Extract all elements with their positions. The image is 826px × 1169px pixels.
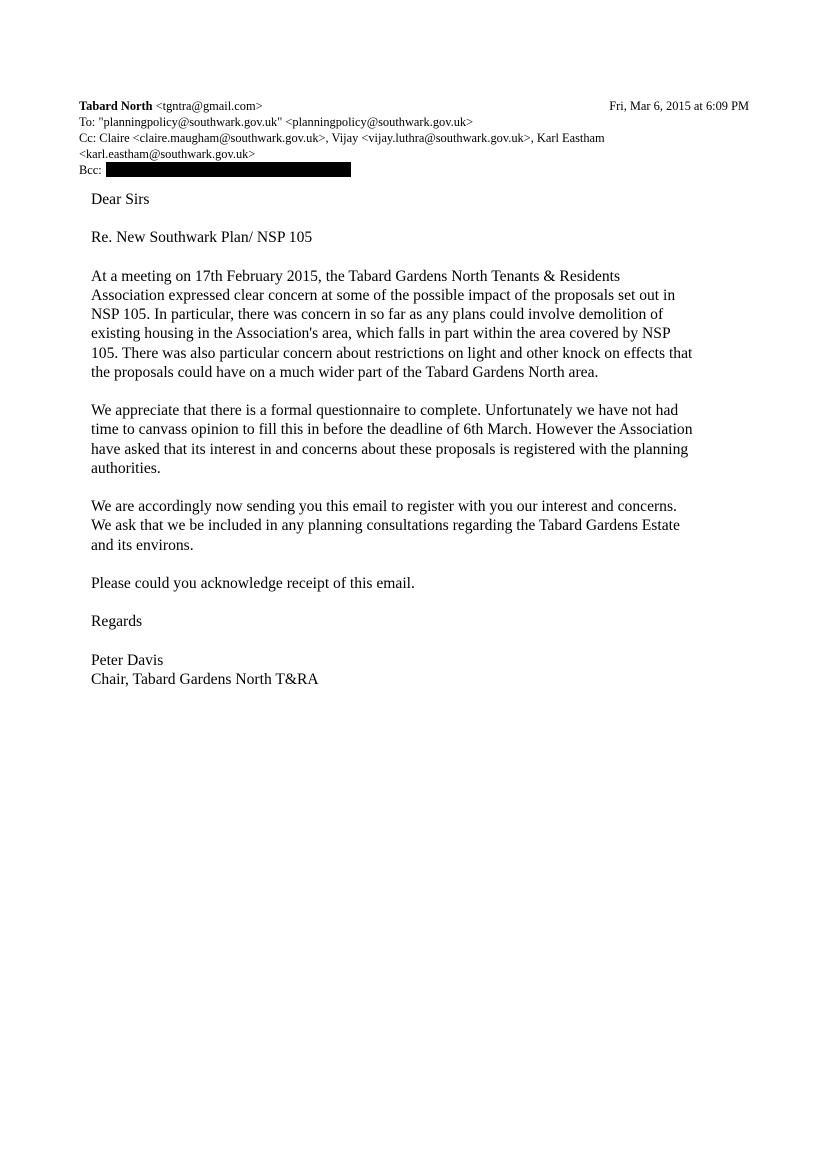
paragraph-2	[91, 401, 751, 478]
paragraph-line: Association expressed clear concern at some of the possible impact of the proposals set out in	[91, 286, 676, 304]
redaction-block	[106, 162, 351, 177]
bcc-label: Bcc:	[79, 163, 102, 177]
paragraph-line: 105. There was also particular concern about restrictions on light and other knock on effects that	[91, 344, 693, 362]
cc-line-continued: <karl.eastham@southwark.gov.uk>	[79, 147, 256, 161]
from-row	[79, 98, 749, 114]
paragraph-4: Please could you acknowledge receipt of this email.	[91, 574, 415, 592]
signature	[91, 651, 751, 689]
sender-name: Tabard North	[79, 99, 153, 113]
paragraph-line: At a meeting on 17th February 2015, the Tabard Gardens North Tenants & Residents	[91, 267, 621, 285]
paragraph-line: have asked that its interest in and concerns about these proposals is registered with the planning	[91, 440, 689, 458]
paragraph-line: time to canvass opinion to fill this in before the deadline of 6th March. However the Association	[91, 421, 693, 439]
sent-date: Fri, Mar 6, 2015 at 6:09 PM	[609, 99, 749, 113]
signature-title: Chair, Tabard Gardens North T&RA	[91, 670, 319, 688]
paragraph-line: We ask that we be included in any planning consultations regarding the Tabard Gardens Estate	[91, 517, 680, 535]
paragraph-line: We are accordingly now sending you this email to register with you our interest and concerns.	[91, 498, 677, 516]
subject-line: Re. New Southwark Plan/ NSP 105	[91, 229, 313, 247]
paragraph-line: and its environs.	[91, 536, 194, 554]
paragraph-3	[91, 497, 751, 555]
signature-name: Peter Davis	[91, 651, 164, 669]
greeting: Dear Sirs	[91, 191, 150, 208]
paragraph-line: authorities.	[91, 459, 161, 477]
paragraph-1	[91, 267, 751, 382]
bcc-row	[79, 162, 749, 178]
paragraph-line: NSP 105. In particular, there was concern in so far as any plans could involve demolition of	[91, 306, 664, 324]
paragraph-line: We appreciate that there is a formal questionnaire to complete. Unfortunately we have not had	[91, 402, 679, 420]
sender-email: <tgntra@gmail.com>	[152, 99, 263, 113]
email-body	[91, 190, 751, 708]
paragraph-line: existing housing in the Association's area, which falls in part within the area covered by NSP	[91, 325, 671, 343]
paragraph-line: the proposals could have on a much wider part of the Tabard Gardens North area.	[91, 363, 599, 381]
to-line: To: "planningpolicy@southwark.gov.uk" <planningpolicy@southwark.gov.uk>	[79, 115, 474, 129]
closing: Regards	[91, 613, 143, 631]
cc-line: Cc: Claire <claire.maugham@southwark.gov.uk>, Vijay <vijay.luthra@southwark.gov.uk>, Karl Eastham	[79, 131, 605, 145]
email-header	[79, 98, 749, 178]
